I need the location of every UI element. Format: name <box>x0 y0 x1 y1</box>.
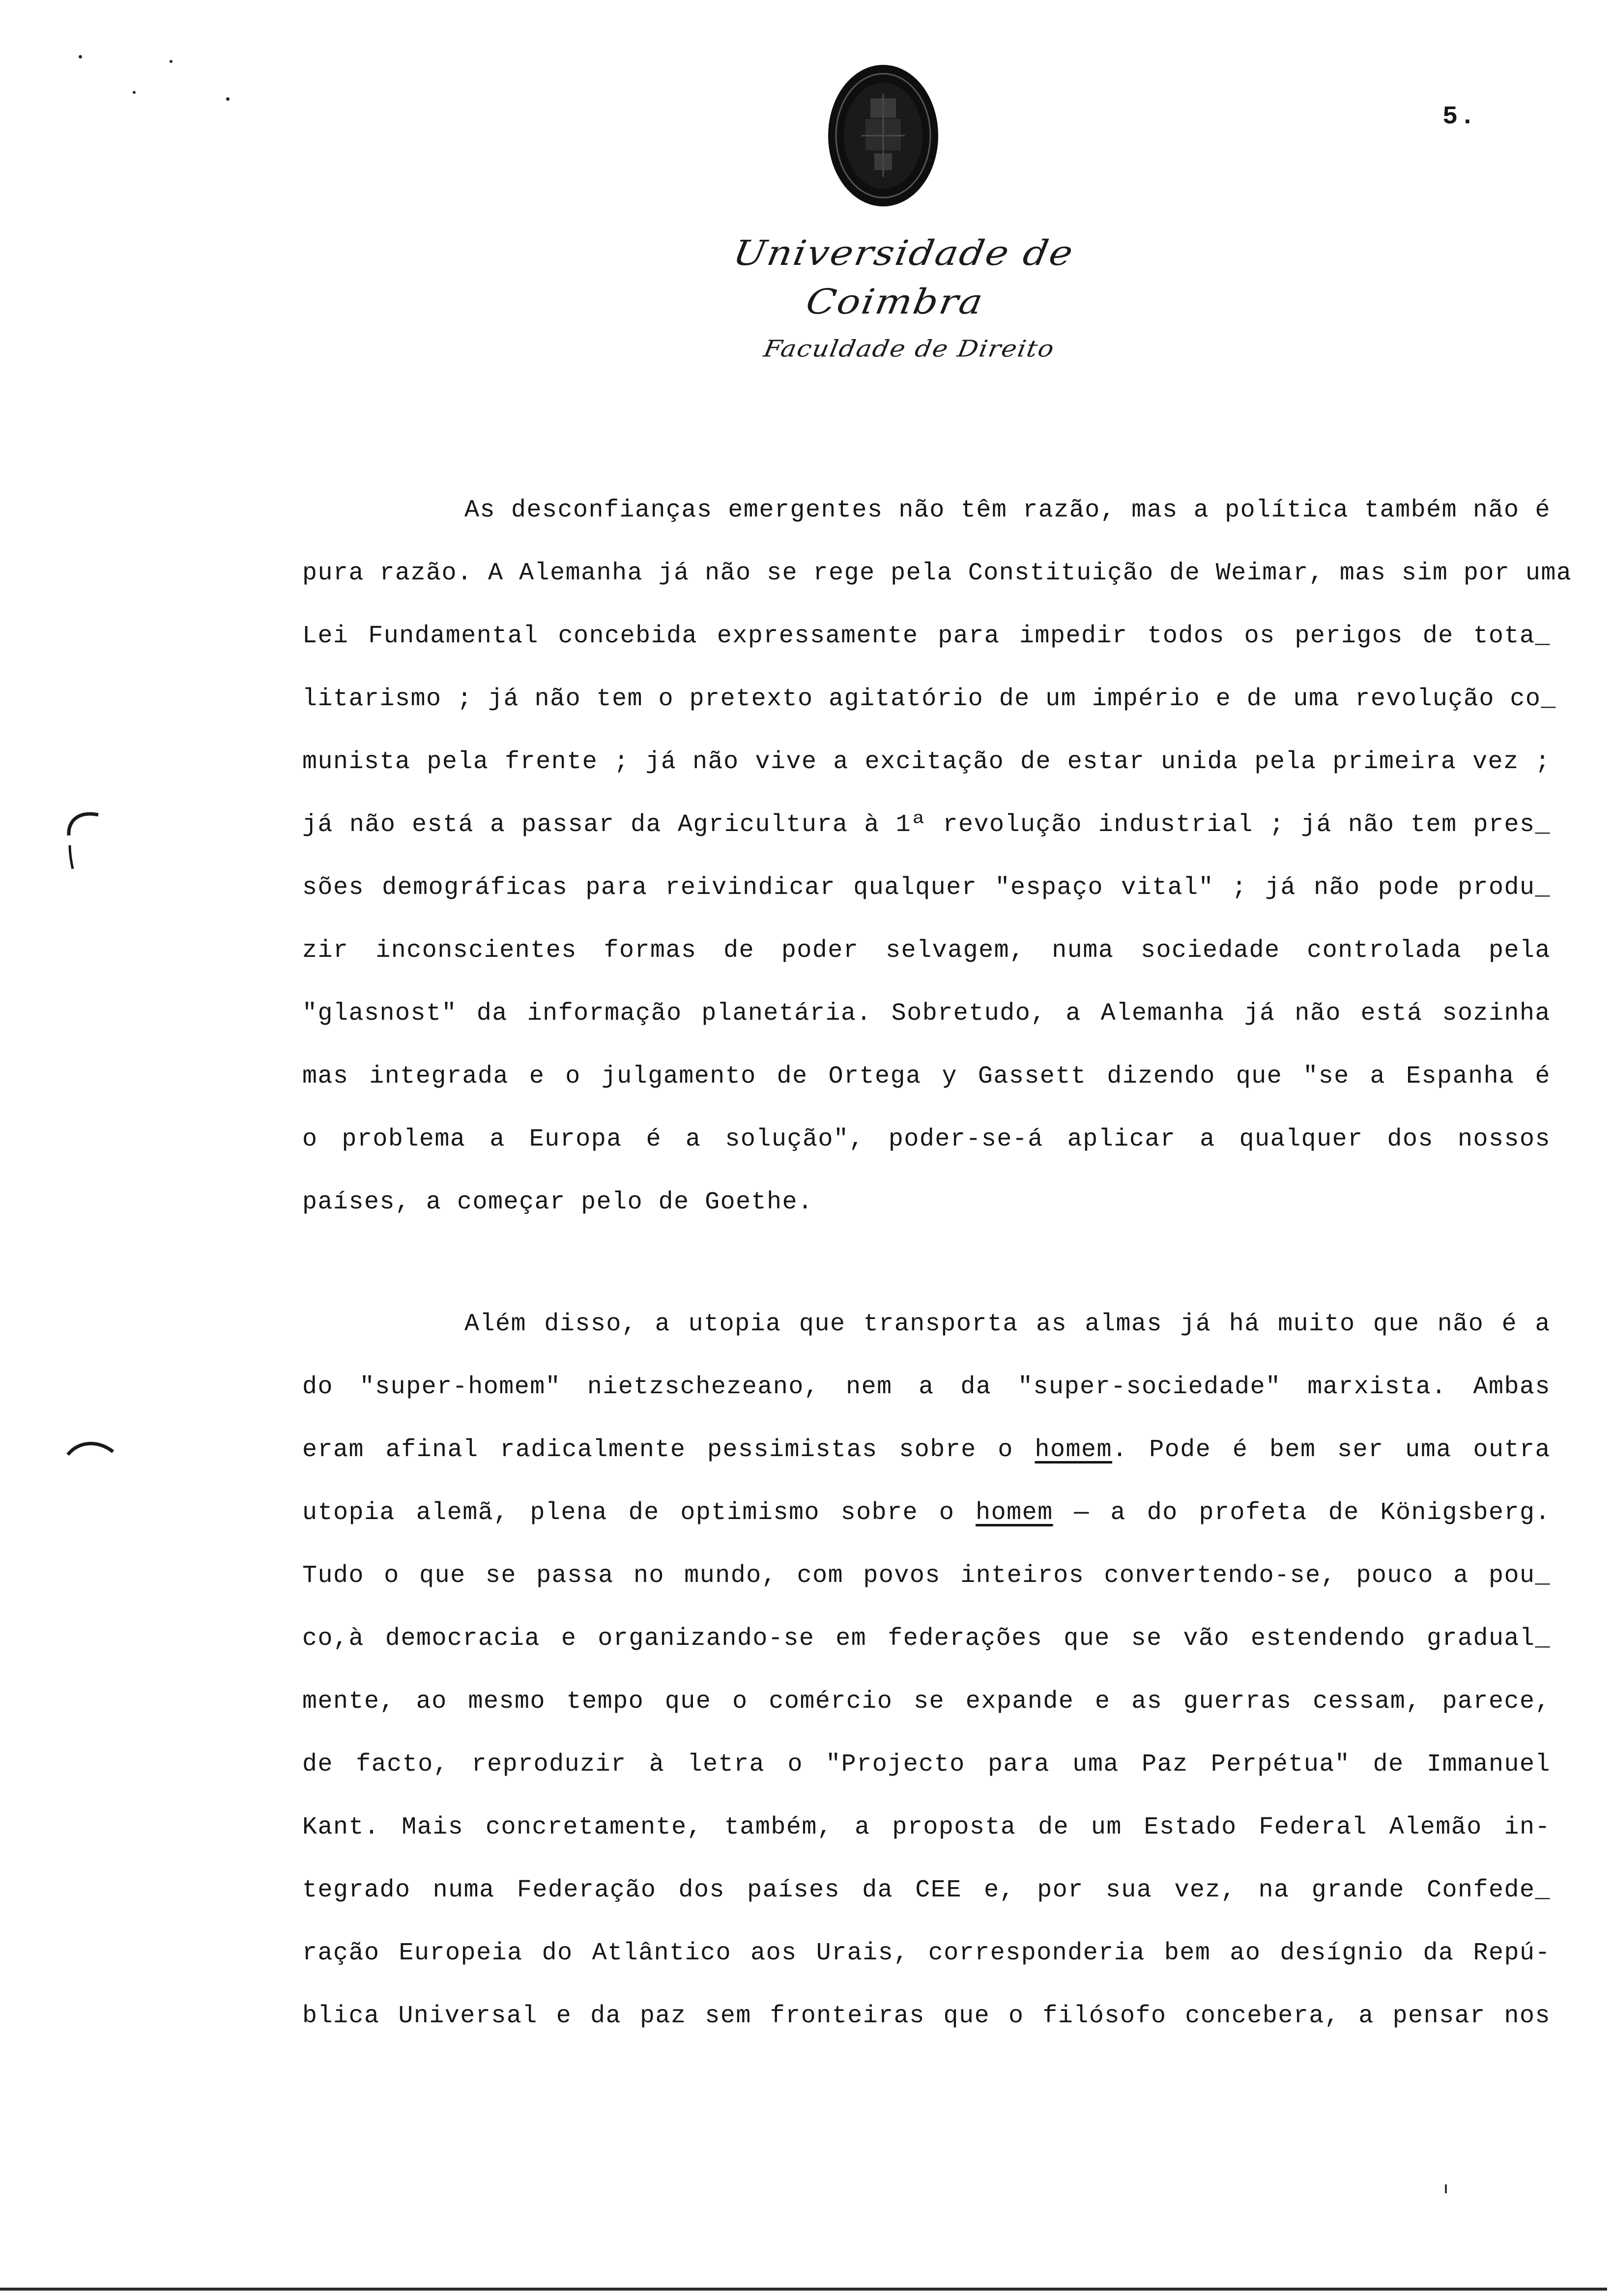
text-line: do "super-homem" nietzschezeano, nem a da "super-sociedade" marxista. Ambas <box>302 1373 1551 1401</box>
text-line: As desconfianças emergentes não têm razão, mas a política também não é <box>464 496 1551 524</box>
scan-edge-line <box>0 2288 1607 2291</box>
text-line: "glasnost" da informação planetária. Sobretudo, a Alemanha já não está sozinha <box>302 1000 1551 1028</box>
text-line: Além disso, a utopia que transporta as almas já há muito que não é a <box>464 1310 1551 1338</box>
text-line: pura razão. A Alemanha já não se rege pela Constituição de Weimar, mas sim por uma <box>302 559 1572 587</box>
text-line: já não está a passar da Agricultura à 1ª revolução industrial ; já não tem pres_ <box>302 811 1551 839</box>
text-line: co,à democracia e organizando-se em federações que se vão estendendo gradual_ <box>302 1625 1551 1653</box>
scan-speck <box>79 55 82 58</box>
underlined-word: homem <box>1035 1436 1113 1464</box>
text-line: países, a começar pelo de Goethe. <box>302 1188 813 1216</box>
letterhead-university: Universidade de Coimbra <box>730 233 1077 322</box>
margin-mark <box>64 1435 118 1464</box>
letterhead <box>654 224 1145 366</box>
text-line-with-underline: eram afinal radicalmente pessimistas sobre o homem. Pode é bem ser uma outra <box>302 1436 1551 1464</box>
text-line: mas integrada e o julgamento de Ortega y Gassett dizendo que "se a Espanha é <box>302 1062 1551 1091</box>
text-line: Lei Fundamental concebida expressamente para impedir todos os perigos de tota_ <box>302 622 1551 650</box>
body-text <box>302 479 1572 2048</box>
text-line: ração Europeia do Atlântico aos Urais, corresponderia bem ao desígnio da Repú- <box>302 1939 1551 1967</box>
text-line: zir inconscientes formas de poder selvagem, numa sociedade controlada pela <box>302 937 1551 965</box>
text-line: litarismo ; já não tem o pretexto agitatório de um império e de uma revolução co_ <box>302 685 1556 713</box>
scan-speck <box>226 97 230 101</box>
scan-speck <box>170 60 173 63</box>
text-line: tegrado numa Federação dos países da CEE e, por sua vez, na grande Confede_ <box>302 1876 1551 1904</box>
text-line: Tudo o que se passa no mundo, com povos inteiros convertendo-se, pouco a pou_ <box>302 1562 1551 1590</box>
paragraph-gap <box>302 1234 1551 1293</box>
text-line: blica Universal e da paz sem fronteiras que o filósofo concebera, a pensar nos <box>302 2002 1551 2030</box>
underlined-word: homem <box>976 1499 1053 1527</box>
page-number: 5. <box>1442 102 1477 131</box>
text-line: o problema a Europa é a solução", poder-se-á aplicar a qualquer dos nossos <box>302 1125 1551 1153</box>
text-line-with-underline: utopia alemã, plena de optimismo sobre o homem — a do profeta de Königsberg. <box>302 1499 1551 1527</box>
margin-mark <box>64 806 103 875</box>
university-seal-icon <box>827 64 939 207</box>
text-line: mente, ao mesmo tempo que o comércio se expande e as guerras cessam, parece, <box>302 1688 1551 1716</box>
letterhead-faculty: Faculdade de Direito <box>761 336 1057 362</box>
text-line: sões demográficas para reivindicar qualquer "espaço vital" ; já não pode produ_ <box>302 874 1551 902</box>
scan-mark <box>1445 2184 1447 2193</box>
text-line: munista pela frente ; já não vive a excitação de estar unida pela primeira vez ; <box>302 748 1551 776</box>
scan-speck <box>133 91 136 94</box>
text-line: de facto, reproduzir à letra o "Projecto para uma Paz Perpétua" de Immanuel <box>302 1751 1551 1779</box>
text-line: Kant. Mais concretamente, também, a proposta de um Estado Federal Alemão in- <box>302 1813 1551 1841</box>
